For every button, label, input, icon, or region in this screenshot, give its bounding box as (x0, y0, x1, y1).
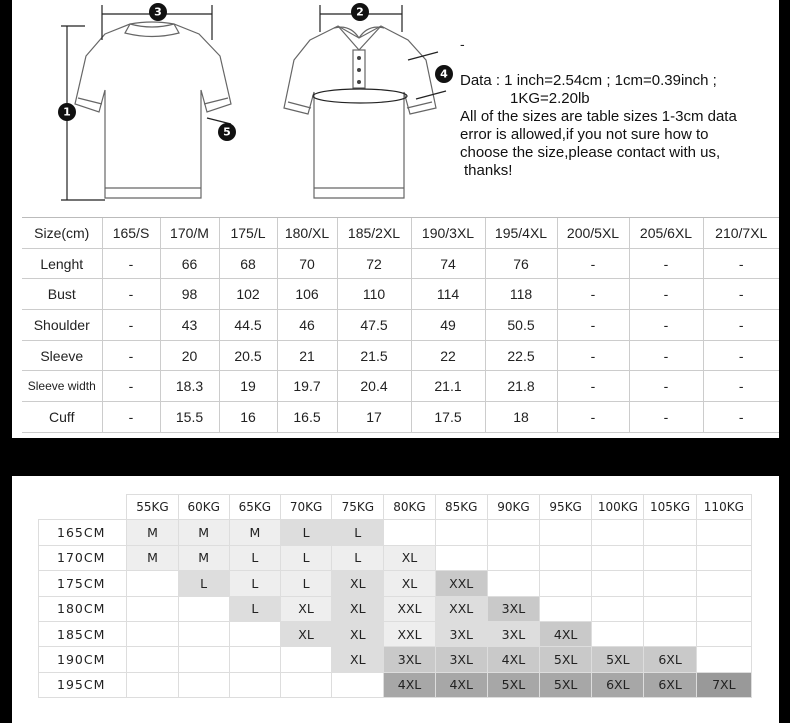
weight-header-cell: 75KG (332, 495, 384, 520)
size-recommendation-cell: M (127, 545, 178, 570)
size-recommendation-cell (487, 545, 539, 570)
size-value-cell: - (629, 248, 703, 279)
size-recommendation-cell (644, 596, 696, 621)
size-value-cell: 72 (337, 248, 411, 279)
size-value-cell: - (557, 340, 629, 371)
frame-left (0, 0, 12, 723)
size-value-cell: 18.3 (160, 371, 219, 402)
size-recommendation-cell: 6XL (644, 672, 696, 697)
shirt-back-diagram (55, 0, 245, 210)
size-recommendation-cell: XXL (435, 571, 487, 596)
size-recommendation-cell: XL (280, 596, 331, 621)
size-row (22, 340, 779, 371)
size-row (22, 248, 779, 279)
size-header-label: Size(cm) (22, 218, 102, 249)
weight-header-cell: 100KG (592, 495, 644, 520)
frame-middle-band (0, 438, 790, 476)
weight-header-cell: 60KG (178, 495, 229, 520)
size-row-label: Sleeve width (22, 371, 102, 402)
height-label: 195CM (39, 672, 127, 697)
size-recommendation-cell: L (229, 596, 280, 621)
size-header-cell: 175/L (219, 218, 277, 249)
size-recommendation-cell: 3XL (435, 647, 487, 672)
size-recommendation-cell (384, 520, 435, 545)
size-value-cell: 118 (485, 279, 557, 310)
size-value-cell: - (102, 279, 160, 310)
size-recommendation-cell: XXL (384, 596, 435, 621)
size-recommendation-cell: 6XL (592, 672, 644, 697)
size-recommendation-cell: M (178, 520, 229, 545)
size-recommendation-cell: XL (384, 545, 435, 570)
size-recommendation-cell (540, 596, 592, 621)
marker-5-label: 5 (223, 125, 231, 139)
size-value-cell: 19.7 (277, 371, 337, 402)
size-value-cell: 66 (160, 248, 219, 279)
size-recommendation-cell (540, 520, 592, 545)
size-recommendation-cell: L (280, 545, 331, 570)
size-recommendation-cell (127, 571, 178, 596)
size-row (22, 402, 779, 433)
size-recommendation-cell (696, 621, 751, 646)
size-recommendation-cell: 5XL (487, 672, 539, 697)
size-value-cell: 17 (337, 402, 411, 433)
size-value-cell: 21.8 (485, 371, 557, 402)
size-value-cell: - (557, 248, 629, 279)
size-recommendation-cell: M (127, 520, 178, 545)
height-label: 180CM (39, 596, 127, 621)
weight-header-cell: 55KG (127, 495, 178, 520)
size-recommendation-cell (229, 621, 280, 646)
size-value-cell: 68 (219, 248, 277, 279)
frame-right (779, 0, 790, 723)
size-recommendation-cell: 7XL (696, 672, 751, 697)
size-recommendation-cell (127, 647, 178, 672)
size-recommendation-cell (644, 621, 696, 646)
size-header-cell: 170/M (160, 218, 219, 249)
size-value-cell: 22.5 (485, 340, 557, 371)
size-recommendation-cell: XXL (384, 621, 435, 646)
size-recommendation-cell (435, 520, 487, 545)
info-line-5: choose the size,please contact with us, (460, 144, 721, 161)
size-recommendation-cell (592, 545, 644, 570)
weight-header-cell: 95KG (540, 495, 592, 520)
size-recommendation-cell (592, 621, 644, 646)
marker-1-label: 1 (63, 105, 71, 119)
height-weight-table (38, 494, 752, 698)
marker-2-label: 2 (356, 5, 364, 19)
size-header-cell: 190/3XL (411, 218, 485, 249)
size-recommendation-cell: XL (332, 621, 384, 646)
weight-row (39, 621, 752, 646)
size-recommendation-cell: 3XL (435, 621, 487, 646)
size-value-cell: - (629, 340, 703, 371)
size-value-cell: - (703, 402, 779, 433)
size-value-cell: 15.5 (160, 402, 219, 433)
size-value-cell: 49 (411, 310, 485, 341)
size-recommendation-cell (435, 545, 487, 570)
size-recommendation-cell (540, 571, 592, 596)
size-value-cell: 16.5 (277, 402, 337, 433)
size-recommendation-cell (178, 647, 229, 672)
size-recommendation-cell: XL (280, 621, 331, 646)
weight-row (39, 672, 752, 697)
size-value-cell: - (703, 340, 779, 371)
size-recommendation-cell: L (280, 571, 331, 596)
size-recommendation-cell (592, 596, 644, 621)
size-row (22, 279, 779, 310)
size-row-label: Lenght (22, 248, 102, 279)
size-header-cell: 180/XL (277, 218, 337, 249)
size-recommendation-cell: XL (384, 571, 435, 596)
size-value-cell: 106 (277, 279, 337, 310)
size-value-cell: - (557, 310, 629, 341)
height-label: 185CM (39, 621, 127, 646)
size-recommendation-cell (696, 596, 751, 621)
size-value-cell: - (102, 371, 160, 402)
weight-row (39, 545, 752, 570)
size-recommendation-cell: 5XL (540, 647, 592, 672)
shirt-front-diagram (280, 0, 470, 210)
size-value-cell: 21 (277, 340, 337, 371)
size-recommendation-cell (229, 647, 280, 672)
size-value-cell: 21.5 (337, 340, 411, 371)
size-value-cell: - (102, 402, 160, 433)
size-value-cell: 110 (337, 279, 411, 310)
size-value-cell: 76 (485, 248, 557, 279)
size-value-cell: - (703, 310, 779, 341)
weight-header-cell: 65KG (229, 495, 280, 520)
size-recommendation-cell (280, 647, 331, 672)
weight-corner-cell (39, 495, 127, 520)
size-header-row (22, 218, 779, 249)
size-recommendation-cell: 4XL (487, 647, 539, 672)
size-recommendation-cell (127, 672, 178, 697)
size-header-cell: 200/5XL (557, 218, 629, 249)
size-value-cell: 43 (160, 310, 219, 341)
size-recommendation-cell (644, 571, 696, 596)
size-value-cell: - (557, 279, 629, 310)
size-recommendation-cell (696, 520, 751, 545)
height-label: 190CM (39, 647, 127, 672)
size-recommendation-cell: 4XL (435, 672, 487, 697)
weight-row (39, 647, 752, 672)
size-value-cell: - (703, 248, 779, 279)
size-header-cell: 165/S (102, 218, 160, 249)
weight-header-cell: 90KG (487, 495, 539, 520)
size-recommendation-cell: 3XL (487, 596, 539, 621)
size-value-cell: - (703, 371, 779, 402)
size-recommendation-cell (332, 672, 384, 697)
size-recommendation-cell (487, 520, 539, 545)
size-recommendation-cell: XL (332, 571, 384, 596)
size-value-cell: - (102, 310, 160, 341)
size-recommendation-cell: L (332, 545, 384, 570)
weight-row (39, 571, 752, 596)
size-recommendation-cell: M (178, 545, 229, 570)
size-row (22, 371, 779, 402)
weight-header-cell: 80KG (384, 495, 435, 520)
size-row (22, 310, 779, 341)
size-value-cell: 21.1 (411, 371, 485, 402)
size-recommendation-cell: L (178, 571, 229, 596)
size-recommendation-cell: XL (332, 647, 384, 672)
info-line-2: 1KG=2.20lb (510, 90, 590, 107)
weight-header-cell: 105KG (644, 495, 696, 520)
weight-row (39, 596, 752, 621)
size-value-cell: 74 (411, 248, 485, 279)
size-recommendation-cell (644, 545, 696, 570)
weight-header-cell: 110KG (696, 495, 751, 520)
size-recommendation-cell: 5XL (540, 672, 592, 697)
size-row-label: Cuff (22, 402, 102, 433)
size-value-cell: - (557, 371, 629, 402)
size-value-cell: 20 (160, 340, 219, 371)
size-value-cell: 22 (411, 340, 485, 371)
size-header-cell: 185/2XL (337, 218, 411, 249)
size-value-cell: 70 (277, 248, 337, 279)
info-line-1: Data : 1 inch=2.54cm ; 1cm=0.39inch ; (460, 72, 717, 89)
weight-header-row (39, 495, 752, 520)
size-value-cell: - (629, 371, 703, 402)
size-row-label: Bust (22, 279, 102, 310)
size-recommendation-cell: 3XL (487, 621, 539, 646)
size-recommendation-cell (696, 545, 751, 570)
size-recommendation-cell: 5XL (592, 647, 644, 672)
size-recommendation-cell: XL (332, 596, 384, 621)
size-value-cell: - (102, 248, 160, 279)
size-value-cell: 20.4 (337, 371, 411, 402)
weight-header-cell: 70KG (280, 495, 331, 520)
size-recommendation-cell (592, 571, 644, 596)
size-value-cell: 44.5 (219, 310, 277, 341)
size-recommendation-cell (127, 596, 178, 621)
size-recommendation-cell: L (280, 520, 331, 545)
size-value-cell: 46 (277, 310, 337, 341)
weight-row (39, 520, 752, 545)
size-value-cell: - (629, 402, 703, 433)
size-value-cell: 17.5 (411, 402, 485, 433)
size-recommendation-cell: 4XL (540, 621, 592, 646)
size-recommendation-cell (540, 545, 592, 570)
info-line-3: All of the sizes are table sizes 1-3cm data (460, 108, 737, 125)
size-header-cell: 195/4XL (485, 218, 557, 249)
info-line-6: thanks! (464, 162, 513, 179)
size-recommendation-cell (487, 571, 539, 596)
size-recommendation-cell: 6XL (644, 647, 696, 672)
marker-4-label: 4 (440, 67, 448, 81)
size-recommendation-cell: L (229, 545, 280, 570)
size-header-cell: 205/6XL (629, 218, 703, 249)
size-recommendation-cell (178, 672, 229, 697)
size-recommendation-cell: 4XL (384, 672, 435, 697)
size-value-cell: - (629, 310, 703, 341)
size-value-cell: 16 (219, 402, 277, 433)
size-recommendation-cell (178, 596, 229, 621)
size-row-label: Sleeve (22, 340, 102, 371)
height-label: 170CM (39, 545, 127, 570)
size-value-cell: 98 (160, 279, 219, 310)
size-recommendation-cell (644, 520, 696, 545)
info-line-4: error is allowed,if you not sure how to (460, 126, 709, 143)
size-value-cell: - (629, 279, 703, 310)
size-value-cell: 19 (219, 371, 277, 402)
size-measurement-table (22, 217, 779, 433)
size-recommendation-cell: L (229, 571, 280, 596)
size-recommendation-cell (592, 520, 644, 545)
size-value-cell: 18 (485, 402, 557, 433)
size-recommendation-cell (127, 621, 178, 646)
info-dash: - (460, 36, 465, 52)
size-recommendation-cell (229, 672, 280, 697)
size-recommendation-cell: 3XL (384, 647, 435, 672)
size-recommendation-cell (178, 621, 229, 646)
size-value-cell: 47.5 (337, 310, 411, 341)
size-recommendation-cell (280, 672, 331, 697)
size-value-cell: 20.5 (219, 340, 277, 371)
size-row-label: Shoulder (22, 310, 102, 341)
size-value-cell: - (102, 340, 160, 371)
marker-3-label: 3 (154, 5, 162, 19)
size-value-cell: 50.5 (485, 310, 557, 341)
height-label: 165CM (39, 520, 127, 545)
size-value-cell: - (557, 402, 629, 433)
size-recommendation-cell (696, 571, 751, 596)
sizing-info-text (460, 72, 780, 180)
size-value-cell: 102 (219, 279, 277, 310)
size-recommendation-cell: M (229, 520, 280, 545)
size-recommendation-cell: XXL (435, 596, 487, 621)
size-recommendation-cell: L (332, 520, 384, 545)
size-value-cell: - (703, 279, 779, 310)
size-recommendation-cell (696, 647, 751, 672)
weight-header-cell: 85KG (435, 495, 487, 520)
size-value-cell: 114 (411, 279, 485, 310)
size-header-cell: 210/7XL (703, 218, 779, 249)
height-label: 175CM (39, 571, 127, 596)
